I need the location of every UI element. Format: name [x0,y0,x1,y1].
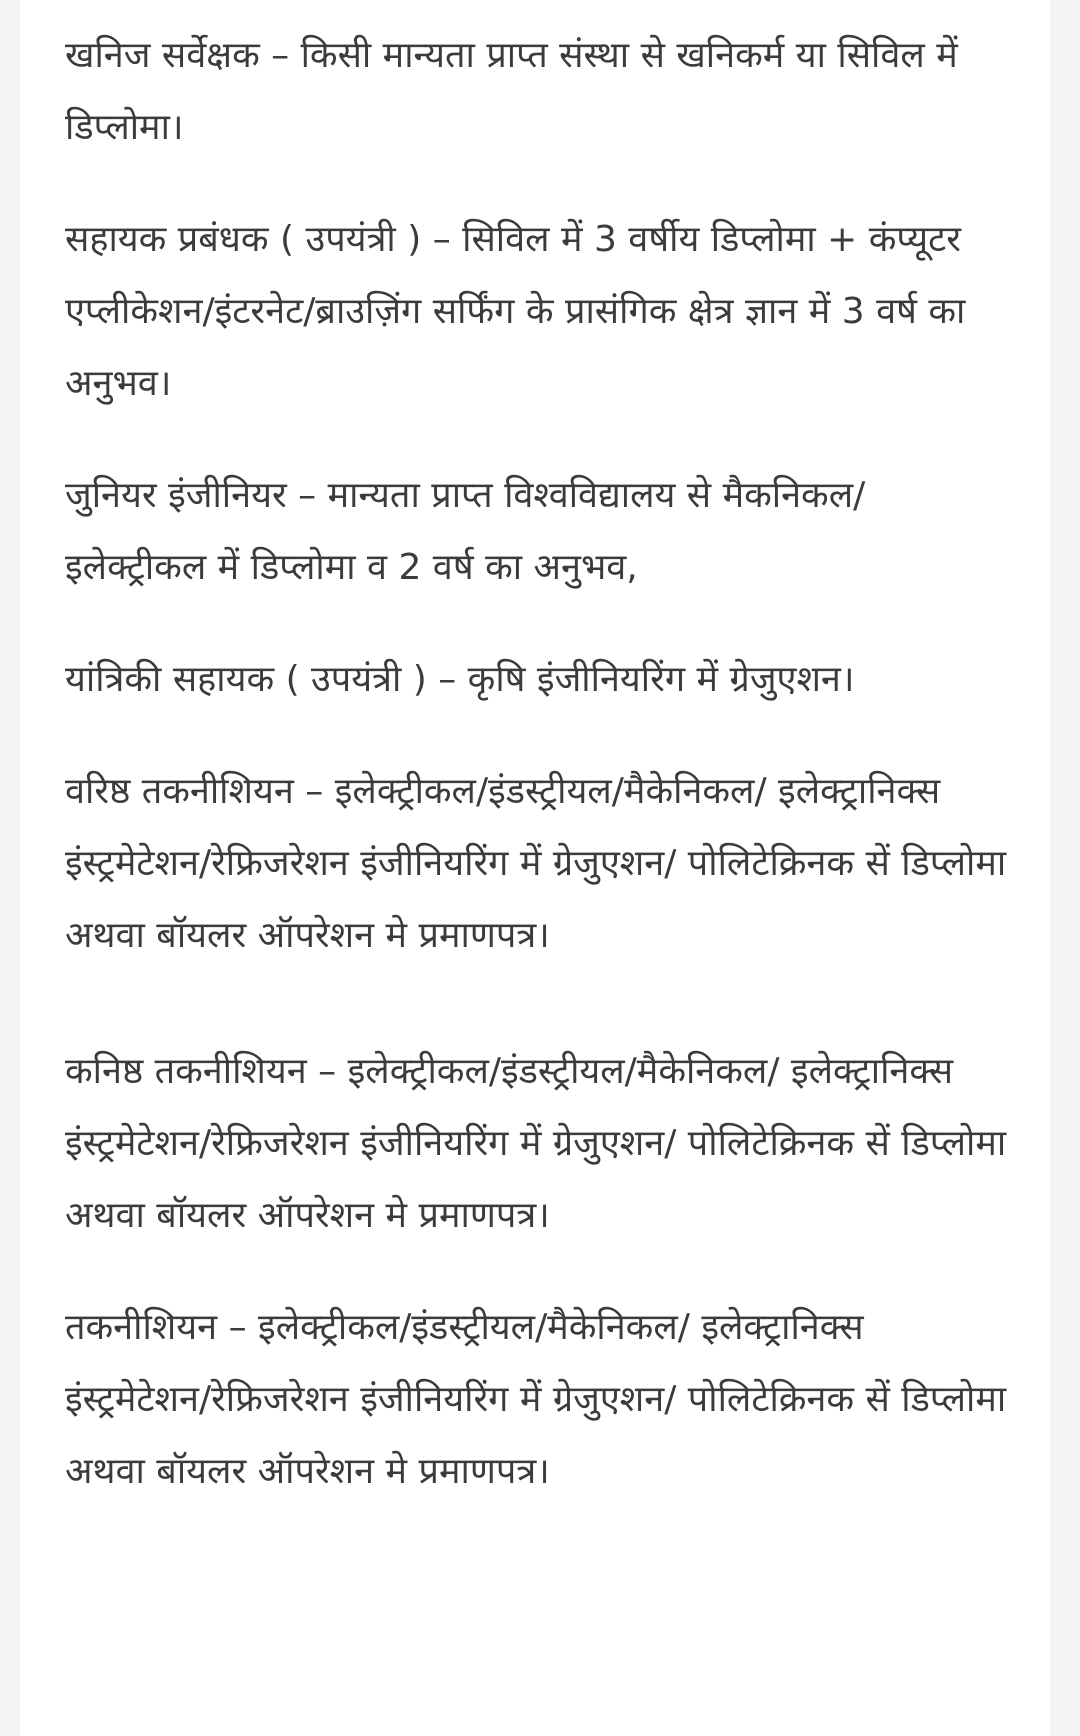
paragraph-mineral-surveyor: खनिज सर्वेक्षक – किसी मान्यता प्राप्त संस्था से खनिकर्म या सिविल में डिप्लोमा। [65,35,958,148]
paragraph-senior-technician: वरिष्ठ तकनीशियन – इलेक्ट्रीकल/इंडस्ट्रीयल/मैकेनिकल/ इलेक्ट्रानिक्स इंस्ट्रमेटेशन/रेफ्रिजरेशन इंजीनियरिंग में ग्रेजुएशन/ पोलिटेक्रिनक सें डिप्लोमा अथवा बॉयलर ऑपरेशन मे प्रमाणपत्र। [65,771,1007,956]
article-body [20,0,1050,1736]
paragraph-junior-technician: कनिष्ठ तकनीशियन – इलेक्ट्रीकल/इंडस्ट्रीयल/मैकेनिकल/ इलेक्ट्रानिक्स इंस्ट्रमेटेशन/रेफ्रिजरेशन इंजीनियरिंग में ग्रेजुएशन/ पोलिटेक्रिनक सें डिप्लोमा अथवा बॉयलर ऑपरेशन मे प्रमाणपत्र। [65,1051,1007,1236]
paragraph-mechanical-assistant: यांत्रिकी सहायक ( उपयंत्री ) – कृषि इंजीनियरिंग में ग्रेजुएशन। [65,659,855,700]
paragraph-technician: तकनीशियन – इलेक्ट्रीकल/इंडस्ट्रीयल/मैकेनिकल/ इलेक्ट्रानिक्स इंस्ट्रमेटेशन/रेफ्रिजरेशन इंजीनियरिंग में ग्रेजुएशन/ पोलिटेक्रिनक सें डिप्लोमा अथवा बॉयलर ऑपरेशन मे प्रमाणपत्र। [65,1307,1007,1492]
paragraph-assistant-manager: सहायक प्रबंधक ( उपयंत्री ) – सिविल में 3 वर्षीय डिप्लोमा + कंप्यूटर एप्लीकेशन/इंटरनेट/ब्राउज़िंग सर्फिंग के प्रासंगिक क्षेत्र ज्ञान में 3 वर्ष का अनुभव। [65,219,966,404]
paragraph-junior-engineer: जुनियर इंजीनियर – मान्यता प्राप्त विश्वविद्यालय से मैकनिकल/ इलेक्ट्रीकल में डिप्लोमा व 2 वर्ष का अनुभव, [65,475,866,588]
